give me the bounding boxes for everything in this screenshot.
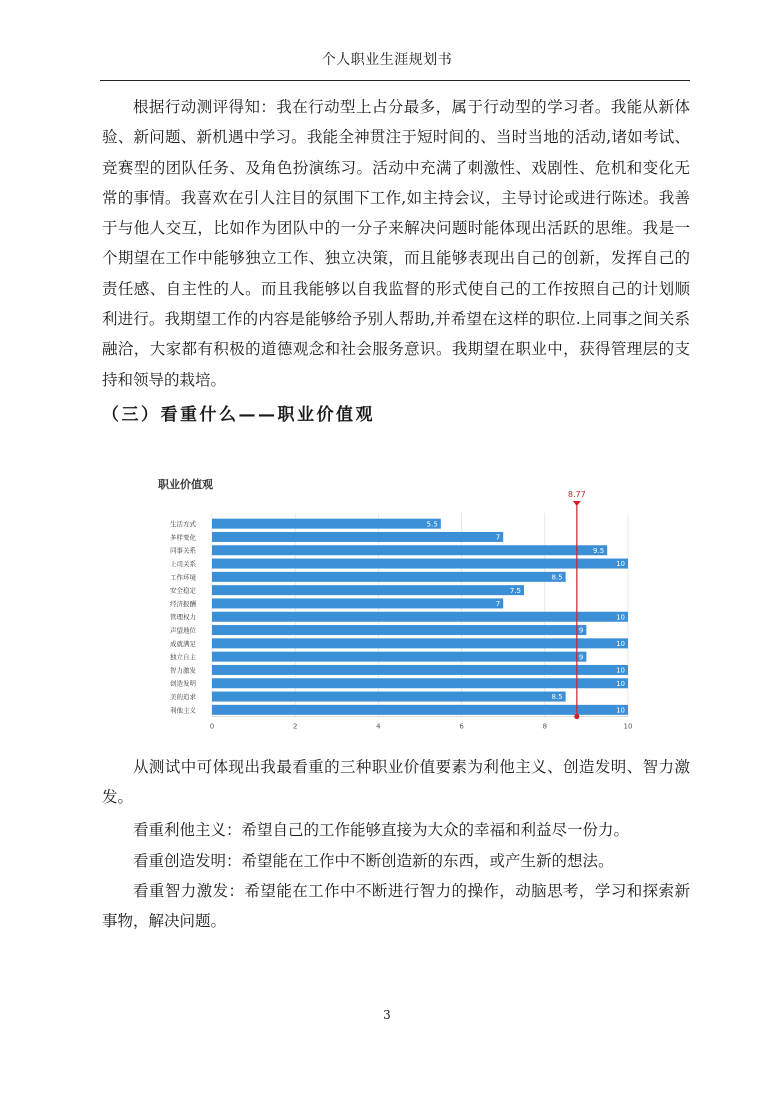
- bar-value-label: 9: [578, 626, 584, 635]
- category-label: 成就满足: [170, 639, 196, 648]
- bar-value-label: 9.5: [593, 546, 605, 555]
- bar-value-label: 10: [616, 639, 625, 648]
- bar-value-label: 9: [578, 653, 584, 662]
- reference-value-label: 8.77: [567, 490, 586, 499]
- bar: [212, 678, 628, 688]
- paragraph-altruism: 看重利他主义：希望自己的工作能够直接为大众的幸福和利益尽一份力。: [133, 821, 630, 839]
- category-label: 多样变化: [170, 533, 196, 542]
- x-tick-label: 0: [209, 722, 215, 731]
- category-label: 声望地位: [170, 626, 196, 635]
- category-label: 创造发明: [170, 679, 196, 688]
- bar-value-label: 8.5: [551, 693, 563, 702]
- bar: [212, 652, 586, 662]
- career-values-chart: [150, 465, 640, 750]
- bar: [212, 559, 628, 569]
- category-label: 生活方式: [170, 520, 196, 529]
- bar: [212, 532, 503, 542]
- bar: [212, 665, 628, 675]
- bar-value-label: 10: [616, 666, 625, 675]
- bar: [212, 612, 628, 622]
- bar: [212, 585, 524, 595]
- bar: [212, 545, 607, 555]
- category-label: 工作环境: [170, 573, 196, 582]
- paragraph-learning-style: 根据行动测评得知：我在行动型上占分最多，属于行动型的学习者。我能从新体验、新问题、新机遇中学习。我能全神贯注于短时间的、当时当地的活动,诸如考试、竞赛型的团队任务、及角色扮演练习。活动中充满了刺激性、戏剧性、危机和变化无常的事情。我喜欢在引人注目的氛围下工作,如主持会议，主导讨论或进行陈述。我善于与他人交互，比如作为团队中的一分子来解决问题时能体现出活跃的思维。我是一个期望在工作中能够独立工作、独立决策，而且能够表现出自己的创新，发挥自己的责任感、自主性的人。而且我能够以自我监督的形式使自己的工作按照自己的计划顺利进行。我期望工作的内容是能够给予别人帮助,并希望在这样的职位.上同事之间关系融洽，大家都有积极的道德观念和社会服务意识。我期望在职业中，获得管理层的支持和领导的栽培。: [102, 98, 690, 389]
- bar: [212, 705, 628, 715]
- paragraph-top-values: 从测试中可体现出我最看重的三种职业价值要素为利他主义、创造发明、智力激发。: [102, 758, 690, 807]
- bar-chart-svg: [150, 465, 640, 750]
- page-number: 3: [383, 1008, 391, 1022]
- category-label: 智力激发: [170, 666, 196, 675]
- reference-marker-arrow: [573, 501, 581, 506]
- bar-value-label: 10: [616, 679, 625, 688]
- bar-value-label: 10: [616, 613, 625, 622]
- bar: [212, 598, 503, 608]
- x-tick-label: 10: [623, 722, 633, 731]
- category-label: 同事关系: [170, 546, 196, 555]
- bar-value-label: 7.5: [509, 586, 521, 595]
- category-label: 独立自主: [170, 653, 196, 662]
- bar: [212, 638, 628, 648]
- paragraph-creativity: 看重创造发明：希望能在工作中不断创造新的东西，或产生新的想法。: [133, 852, 614, 870]
- paragraph-intellectual-stimulation: 看重智力激发：希望能在工作中不断进行智力的操作，动脑思考，学习和探索新事物，解决问题。: [102, 882, 690, 931]
- category-label: 经济报酬: [170, 599, 196, 608]
- bar-value-label: 5.5: [426, 520, 438, 529]
- category-label: 安全稳定: [170, 586, 196, 595]
- section-heading: （三）看重什么——职业价值观: [102, 405, 375, 425]
- category-label: 利他主义: [170, 706, 196, 715]
- category-label: 美的追求: [170, 692, 196, 701]
- chart-title: 职业价值观: [158, 478, 213, 491]
- bar-value-label: 8.5: [551, 573, 563, 582]
- x-tick-label: 6: [459, 722, 464, 731]
- bar: [212, 572, 566, 582]
- reference-marker-dot: [574, 714, 579, 719]
- bar-value-label: 10: [616, 706, 625, 715]
- running-header-title: 个人职业生涯规划书: [321, 52, 453, 68]
- x-tick-label: 8: [542, 722, 548, 731]
- bar: [212, 692, 566, 702]
- bar-value-label: 10: [616, 560, 625, 569]
- bar-value-label: 7: [495, 533, 501, 542]
- x-tick-label: 4: [376, 722, 381, 731]
- bar-value-label: 7: [495, 600, 501, 609]
- bar: [212, 625, 586, 635]
- category-label: 管理权力: [170, 613, 196, 622]
- category-label: 上司关系: [170, 559, 196, 568]
- x-tick-label: 2: [292, 722, 298, 731]
- bar: [212, 519, 441, 529]
- header-rule: [100, 80, 690, 81]
